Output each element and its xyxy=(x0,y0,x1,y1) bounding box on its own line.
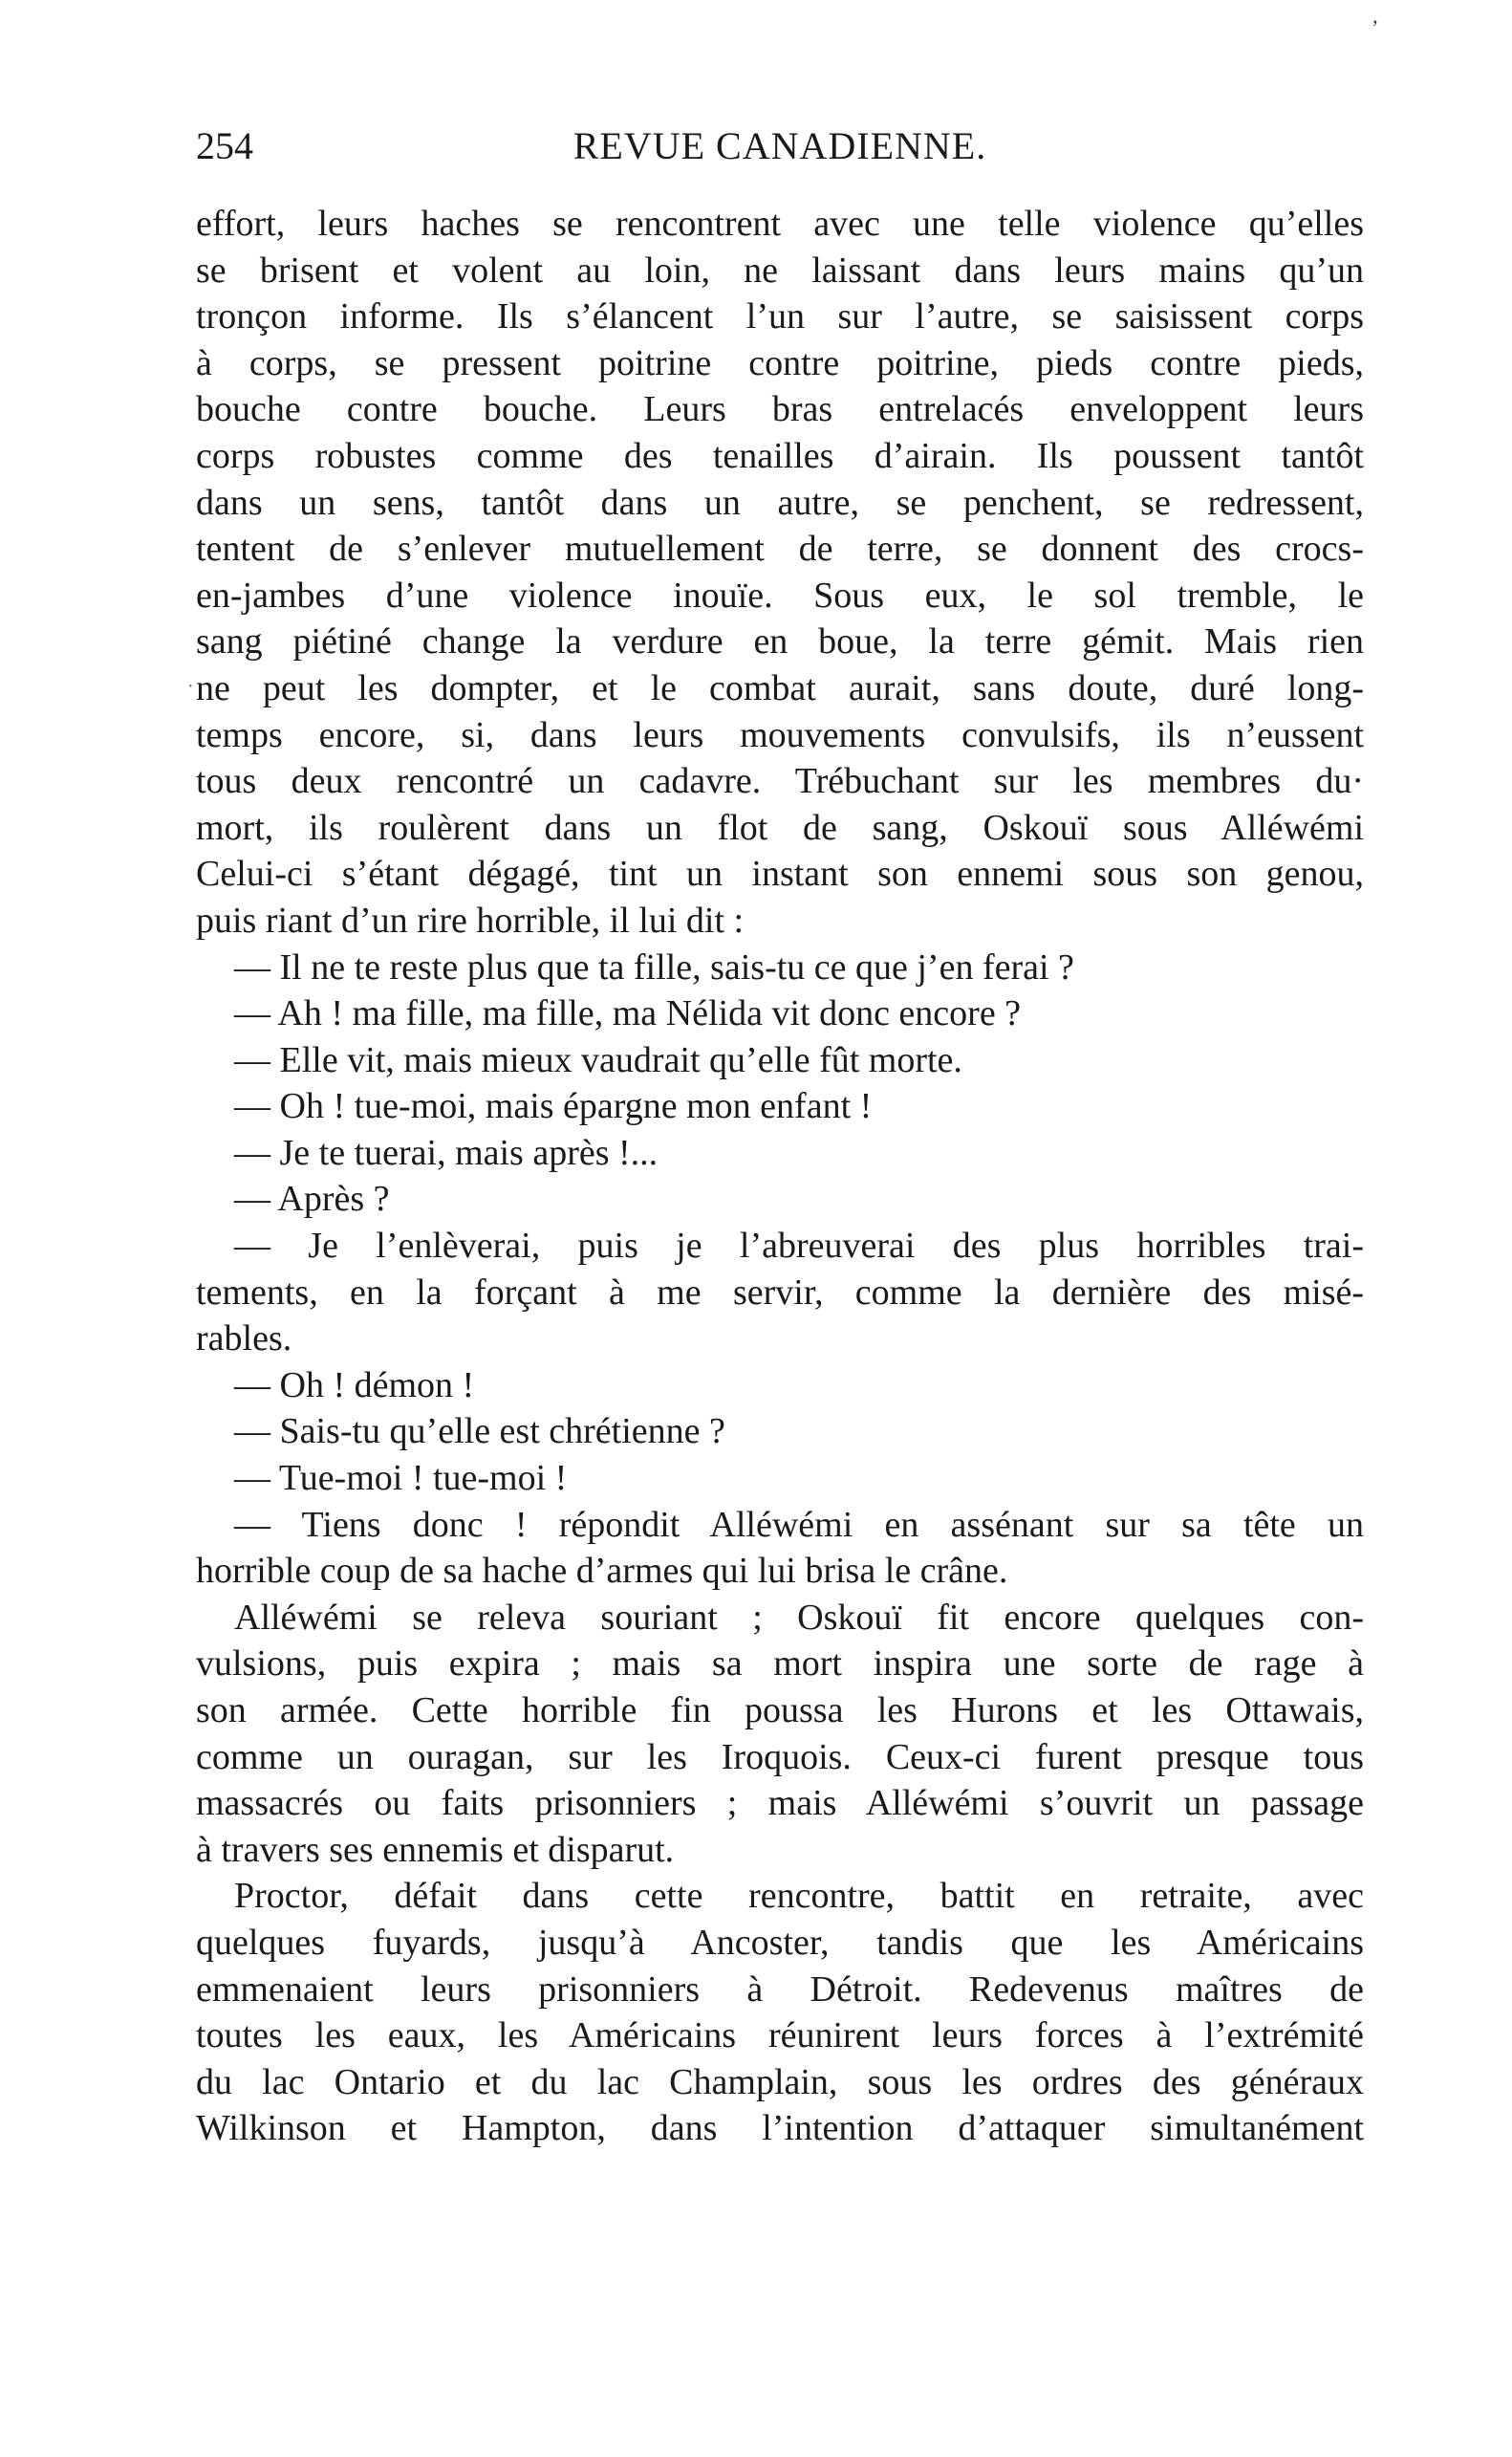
paragraph xyxy=(196,1223,1364,1362)
stray-ink-mark: · xyxy=(187,676,194,697)
text-line: Alléwémi se releva souriant ; Oskouï fit encore quelques con- xyxy=(234,1597,1364,1638)
text-line: ne peut les dompter, et le combat aurait, sans doute, duré long- xyxy=(196,667,1364,708)
text-line: effort, leurs haches se rencontrent avec une telle violence qu’elles xyxy=(196,204,1364,244)
text-line: — Oh ! tue-moi, mais épargne mon enfant ! xyxy=(234,1086,873,1127)
text-line: — Il ne te reste plus que ta fille, sais-tu ce que j’en ferai ? xyxy=(234,946,1074,988)
text-line: Wilkinson et Hampton, dans l’intention d’attaquer simultanément xyxy=(196,2108,1364,2149)
paragraph xyxy=(196,1083,1364,1130)
paragraph xyxy=(196,1362,1364,1409)
paragraph xyxy=(196,1037,1364,1084)
text-line: — Sais-tu qu’elle est chrétienne ? xyxy=(234,1411,725,1452)
text-line: toutes les eaux, les Américains réunirent leurs forces à l’extrémité xyxy=(196,2015,1364,2056)
paragraph xyxy=(196,1873,1364,2152)
text-line: — Tue-moi ! tue-moi ! xyxy=(234,1458,568,1499)
paragraph xyxy=(196,945,1364,991)
text-line: du lac Ontario et du lac Champlain, sous les ordres des généraux xyxy=(196,2061,1364,2102)
text-line: son armée. Cette horrible fin poussa les Hurons et les Ottawais, xyxy=(196,1690,1364,1730)
text-line: dans un sens, tantôt dans un autre, se penchent, se redressent, xyxy=(196,482,1364,523)
paragraph xyxy=(196,1176,1364,1223)
text-line: tronçon informe. Ils s’élancent l’un sur l’autre, se saisissent corps xyxy=(196,296,1364,337)
corner-mark: ’ xyxy=(1372,15,1379,39)
journal-title: REVUE CANADIENNE. xyxy=(572,124,987,167)
text-line: — Ah ! ma fille, ma fille, ma Nélida vit donc encore ? xyxy=(234,993,1022,1034)
text-line: horrible coup de sa hache d’armes qui lui brisa le crâne. xyxy=(196,1551,1008,1592)
text-line: corps robustes comme des tenailles d’airain. Ils poussent tantôt xyxy=(196,435,1364,476)
text-line: tous deux rencontré un cadavre. Trébuchant sur les membres du· xyxy=(196,761,1364,802)
text-line: Celui-ci s’étant dégagé, tint un instant son ennemi sous son genou, xyxy=(196,854,1364,895)
text-line: sang piétiné change la verdure en boue, la terre gémit. Mais rien xyxy=(196,621,1364,663)
paragraph xyxy=(196,1130,1364,1177)
text-line: comme un ouragan, sur les Iroquois. Ceux-ci furent presque tous xyxy=(196,1736,1364,1777)
text-line: emmenaient leurs prisonniers à Détroit. Redevenus maîtres de xyxy=(196,1968,1364,2010)
text-line: à corps, se pressent poitrine contre poitrine, pieds contre pieds, xyxy=(196,342,1364,383)
running-head xyxy=(196,122,1364,170)
text-line: rables. xyxy=(196,1318,292,1359)
text-line: temps encore, si, dans leurs mouvements convulsifs, ils n’eussent xyxy=(196,714,1364,755)
text-line: vulsions, puis expira ; mais sa mort inspira une sorte de rage à xyxy=(196,1643,1364,1685)
paragraph xyxy=(196,990,1364,1037)
text-line: — Tiens donc ! répondit Alléwémi en assénant sur sa tête un xyxy=(234,1504,1364,1545)
text-line: à travers ses ennemis et disparut. xyxy=(196,1829,675,1870)
text-line: mort, ils roulèrent dans un flot de sang, Oskouï sous Alléwémi xyxy=(196,807,1364,848)
text-line: tements, en la forçant à me servir, comme la dernière des misé- xyxy=(196,1272,1364,1313)
page-number: 254 xyxy=(196,124,253,167)
text-line: massacrés ou faits prisonniers ; mais Alléwémi s’ouvrit un passage xyxy=(196,1783,1364,1824)
text-line: — Oh ! démon ! xyxy=(234,1364,475,1405)
text-line: — Je l’enlèverai, puis je l’abreuverai des plus horribles trai- xyxy=(234,1226,1364,1267)
paragraph xyxy=(196,1455,1364,1502)
text-line: se brisent et volent au loin, ne laissant dans leurs mains qu’un xyxy=(196,250,1364,291)
paragraph xyxy=(196,1502,1364,1595)
text-line: — Je te tuerai, mais après !... xyxy=(234,1132,659,1173)
paragraph xyxy=(196,1408,1364,1455)
paragraph xyxy=(196,201,1364,945)
text-line: puis riant d’un rire horrible, il lui dit : xyxy=(196,900,745,941)
body-text xyxy=(196,201,1364,2152)
text-line: Proctor, défait dans cette rencontre, battit en retraite, avec xyxy=(234,1876,1364,1917)
text-line: — Elle vit, mais mieux vaudrait qu’elle fût morte. xyxy=(234,1039,962,1080)
text-line: tentent de s’enlever mutuellement de terre, se donnent des crocs- xyxy=(196,529,1364,570)
text-line: quelques fuyards, jusqu’à Ancoster, tandis que les Américains xyxy=(196,1922,1364,1963)
text-line: bouche contre bouche. Leurs bras entrelacés enveloppent leurs xyxy=(196,389,1364,430)
text-line: en-jambes d’une violence inouïe. Sous eux, le sol tremble, le xyxy=(196,575,1364,616)
text-line: — Après ? xyxy=(234,1179,390,1220)
paragraph xyxy=(196,1595,1364,1874)
